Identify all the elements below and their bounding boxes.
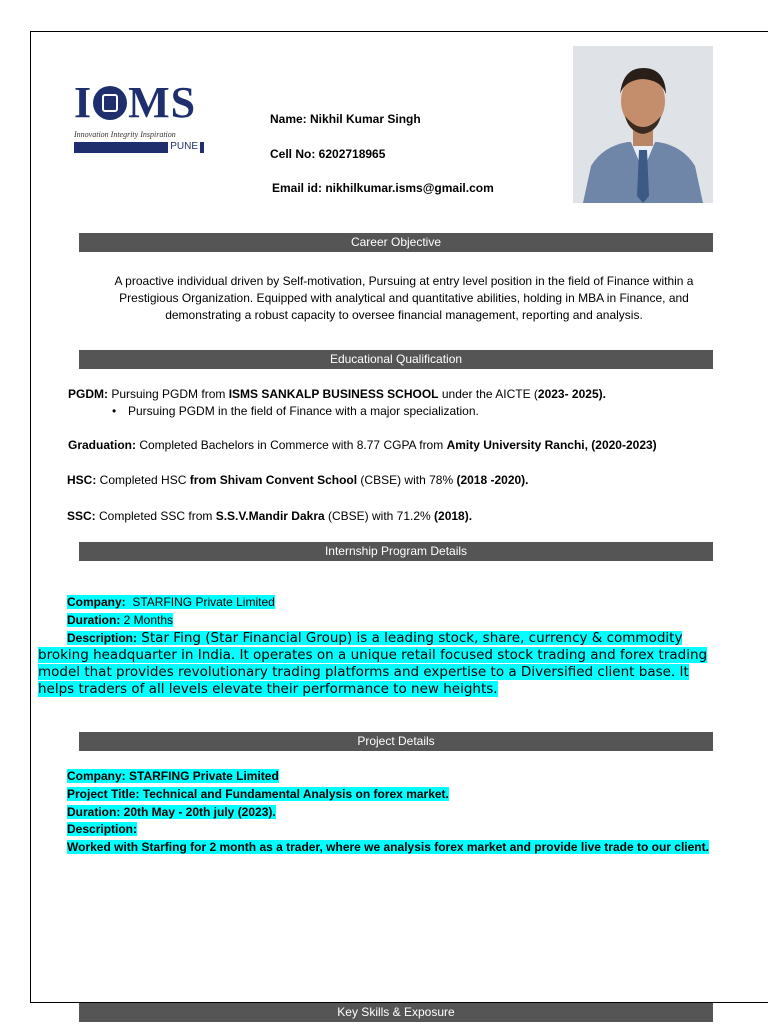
cell-number: Cell No: 6202718965	[270, 147, 386, 161]
ssc-text-2: (CBSE) with 71.2%	[324, 509, 435, 523]
internship-description-4: helps traders of all levels elevate their performance to new heights.	[38, 681, 498, 697]
logo-tagline: Innovation Integrity Inspiration	[74, 130, 176, 139]
project-title	[67, 786, 449, 803]
project-company-value: Company: STARFING Private Limited	[67, 769, 279, 783]
project-title-value: Project Title: Technical and Fundamental Analysis on forex market.	[67, 787, 449, 801]
pgdm-label: PGDM:	[68, 387, 108, 401]
project-description-label-text: Description:	[67, 822, 138, 836]
hsc-text-2: (CBSE) with 78%	[357, 473, 457, 487]
internship-description-3: model that provides revolutionary trading platforms and expertise to a Diversified client base. It	[38, 664, 689, 680]
internship-description-line-4	[38, 681, 498, 698]
ssc-years: (2018).	[434, 509, 473, 523]
internship-description-line-3	[38, 664, 689, 681]
pgdm-bullet-text: Pursuing PGDM in the field of Finance with a major specialization.	[128, 404, 479, 418]
email-address: Email id: nikhilkumar.isms@gmail.com	[272, 181, 494, 195]
logo-emblem-icon	[93, 86, 127, 120]
logo-city: PUNE	[170, 141, 198, 152]
isms-logo	[74, 80, 208, 162]
project-duration	[67, 804, 276, 821]
graduation-label: Graduation:	[68, 438, 136, 452]
ssc-label: SSC:	[67, 509, 96, 523]
hsc-label: HSC:	[67, 473, 97, 487]
education-pgdm	[68, 386, 728, 403]
pgdm-years: 2023- 2025).	[537, 387, 606, 401]
education-graduation	[68, 437, 728, 454]
candidate-name: Name: Nikhil Kumar Singh	[270, 112, 421, 126]
education-header: Educational Qualification	[79, 350, 713, 369]
internship-company	[67, 594, 275, 611]
internship-description-1: Star Fing (Star Financial Group) is a leading stock, share, currency & commodity	[137, 630, 683, 646]
internship-company-label: Company:	[67, 595, 126, 609]
project-company	[67, 768, 279, 785]
key-skills-header: Key Skills & Exposure	[79, 1003, 713, 1022]
project-duration-value: Duration: 20th May - 20th july (2023).	[67, 805, 276, 819]
ssc-school: S.S.V.Mandir Dakra	[215, 509, 325, 523]
logo-text-right: MS	[128, 78, 197, 127]
project-description-label	[67, 821, 137, 838]
project-description	[67, 839, 709, 856]
graduation-school: Amity University Ranchi, (2020-2023)	[446, 438, 657, 452]
internship-description-line-1	[67, 630, 682, 647]
project-description-text: Worked with Starfing for 2 month as a trader, where we analysis forex market and provide live trade to our client.	[67, 840, 709, 854]
logo-bar	[74, 142, 204, 153]
internship-duration	[67, 612, 173, 629]
pgdm-text-2: under the AICTE (	[438, 387, 538, 401]
internship-description-line-2	[38, 647, 707, 664]
education-hsc	[67, 472, 727, 489]
ssc-text-1: Completed SSC from	[95, 509, 216, 523]
pgdm-text-1: Pursuing PGDM from	[108, 387, 229, 401]
logo-text-left: I	[74, 78, 93, 127]
career-objective-text: A proactive individual driven by Self-motivation, Pursuing at entry level position in the field of Finance within a Prestigious Organization. Equipped with analytical and quantitative abilities, holding in MBA in Finance, and demonstrating a robust capacity to oversee financial management, reporting and analysis.	[114, 274, 694, 322]
pgdm-bullet-item	[112, 403, 712, 420]
internship-description-label: Description:	[67, 631, 138, 645]
hsc-years: (2018 -2020).	[456, 473, 529, 487]
project-header: Project Details	[79, 732, 713, 751]
graduation-text: Completed Bachelors in Commerce with 8.77 CGPA from	[136, 438, 447, 452]
profile-photo	[573, 46, 713, 203]
bullet-icon: •	[112, 404, 117, 418]
internship-description-2: broking headquarter in India. It operates on a unique retail focused stock trading and forex trading	[38, 647, 708, 663]
hsc-text-1: Completed HSC	[96, 473, 190, 487]
internship-header: Internship Program Details	[79, 542, 713, 561]
internship-company-value: STARFING Private Limited	[125, 595, 275, 609]
hsc-school: from Shivam Convent School	[189, 473, 358, 487]
career-objective-header: Career Objective	[79, 233, 713, 252]
education-ssc	[67, 508, 727, 525]
internship-duration-value: 2 Months	[120, 613, 174, 627]
internship-duration-label: Duration:	[67, 613, 121, 627]
pgdm-school: ISMS SANKALP BUSINESS SCHOOL	[228, 387, 439, 401]
